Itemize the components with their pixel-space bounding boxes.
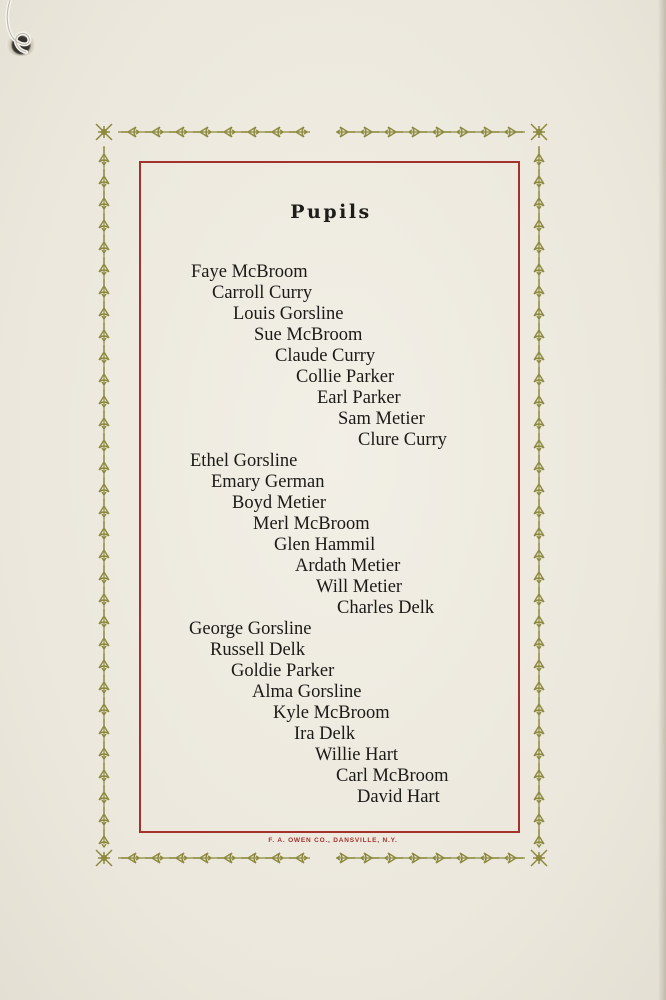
pupil-name: Faye McBroom (191, 262, 308, 282)
printer-credit: F. A. OWEN CO., DANSVILLE, N.Y. (268, 837, 398, 844)
pupil-name: Clure Curry (358, 430, 447, 450)
page-title: Pupils (290, 201, 372, 223)
pupil-name: Kyle McBroom (273, 703, 390, 723)
pupil-name: Louis Gorsline (233, 304, 344, 324)
pupil-name: Charles Delk (337, 598, 435, 618)
pupil-name: Goldie Parker (231, 661, 335, 681)
pupil-name: Collie Parker (296, 367, 395, 387)
pupil-name: Earl Parker (317, 388, 401, 408)
pupil-name: Carl McBroom (336, 766, 449, 786)
pupil-name: Ethel Gorsline (190, 451, 298, 471)
pupil-name: Ardath Metier (295, 556, 401, 576)
pupil-name: Emary German (211, 472, 325, 492)
pupil-name: Boyd Metier (232, 493, 327, 513)
pupil-name: Ira Delk (294, 724, 356, 744)
pupil-name: George Gorsline (189, 619, 312, 639)
pupil-name: Russell Delk (210, 640, 306, 660)
pupil-name: Claude Curry (275, 346, 376, 366)
pupil-name: Sam Metier (338, 409, 425, 429)
pupil-name: Alma Gorsline (252, 682, 362, 702)
pupil-name: Glen Hammil (274, 535, 376, 555)
pupil-name: Will Metier (316, 577, 403, 597)
pupil-name: David Hart (357, 787, 440, 807)
pupil-name: Willie Hart (315, 745, 398, 765)
pupil-name: Sue McBroom (254, 325, 363, 345)
pupil-name: Carroll Curry (212, 283, 313, 303)
pupil-name: Merl McBroom (253, 514, 370, 534)
